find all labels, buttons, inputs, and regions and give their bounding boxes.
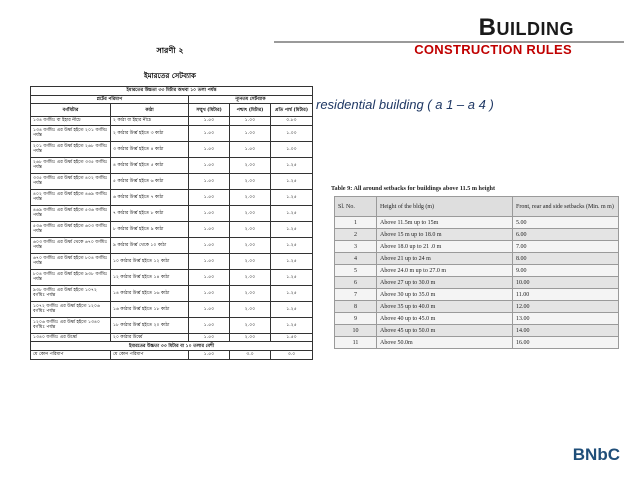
cell-side: ১.০০ [271, 125, 313, 141]
cell-height: Above 18.0 up to 21 .0 m [377, 241, 513, 253]
cell-side: ১.২৫ [271, 253, 313, 269]
cell-area: ৬০৩ বর্গমিঃ এর উর্ধ্ব থেকে ৬৭০ বর্গমিঃ পর্যন্ত [31, 237, 111, 253]
cell-height: Above 21 up to 24 m [377, 253, 513, 265]
table-row [31, 333, 313, 342]
cell-sl: 11 [335, 337, 377, 349]
cell-height: Above 35 up to 40.0 m [377, 301, 513, 313]
bengali-table-heading: ইমারতের সেটব্যাক [144, 72, 196, 80]
slide-title-rest: UILDING [496, 19, 574, 39]
cell-sl: 6 [335, 277, 377, 289]
cell-front: ১.৫০ [189, 333, 230, 342]
cell-setback: 12.00 [513, 301, 619, 313]
cell-height: Above 24.0 m up to 27.0 m [377, 265, 513, 277]
cell-setback: 7.00 [513, 241, 619, 253]
cell-katha: ৩ কাঠার উর্ধ্ব হইতে ৪ কাঠা [111, 141, 189, 157]
table-row [335, 325, 619, 337]
table9-col-setback: Front, rear and side setbacks (Min. m m) [513, 197, 619, 217]
cell-side: ৩.০ [271, 350, 313, 359]
cell-setback: 10.00 [513, 277, 619, 289]
cell-rear: ৩.০ [230, 350, 271, 359]
bengali-banner-top: ইমারতের উচ্চতা ৩৩ মিটার অথবা ১০ তলা পর্যন্ত [31, 87, 313, 96]
cell-side: ১.২৫ [271, 317, 313, 333]
cell-rear: ২.০০ [230, 317, 271, 333]
cell-rear: ১.০০ [230, 117, 271, 126]
bengali-col-rear: পশ্চাৎ (মিটার) [230, 104, 271, 117]
cell-area: ২০১ বর্গমিঃ এর উর্ধ্ব হইতে ২৬৮ বর্গমিঃ পর্যন্ত [31, 141, 111, 157]
table9 [334, 196, 619, 349]
cell-katha: ৪ কাঠার উর্ধ্ব হইতে ৫ কাঠা [111, 157, 189, 173]
cell-katha: ১৮ কাঠার উর্ধ্ব হইতে ২০ কাঠা [111, 317, 189, 333]
cell-side: ১.২৫ [271, 269, 313, 285]
cell-katha: যে কোন পরিমাপ [111, 350, 189, 359]
cell-rear: ২.০০ [230, 237, 271, 253]
cell-rear: ২.০০ [230, 253, 271, 269]
cell-katha: ৯ কাঠার উর্ধ্ব থেকে ১০ কাঠা [111, 237, 189, 253]
cell-area: ৮০৪ বর্গমিঃ এর উর্ধ্ব হইতে ৯৩৮ বর্গমিঃ পর্যন্ত [31, 269, 111, 285]
table-row [335, 217, 619, 229]
cell-area: ১২০৬ বর্গমিঃ এর উর্ধ্ব হইতে ১৩৪০ বর্গমিঃ পর্যন্ত [31, 317, 111, 333]
cell-height: Above 27 up to 30.0 m [377, 277, 513, 289]
slide-title [479, 14, 574, 42]
table-row [31, 269, 313, 285]
cell-sl: 10 [335, 325, 377, 337]
cell-front: ১.৫০ [189, 173, 230, 189]
table-row [31, 205, 313, 221]
cell-front: ১.৫০ [189, 253, 230, 269]
table-row [335, 241, 619, 253]
cell-side: ১.৫০ [271, 333, 313, 342]
cell-setback: 9.00 [513, 265, 619, 277]
bengali-table-number: সারণী ২ [156, 46, 184, 55]
cell-side: ১.২৫ [271, 157, 313, 173]
table-row [31, 117, 313, 126]
cell-front: ১.৫০ [189, 221, 230, 237]
cell-setback: 14.00 [513, 325, 619, 337]
cell-rear: ২.০০ [230, 221, 271, 237]
cell-front: ১.৫০ [189, 317, 230, 333]
bengali-banner-bottom: ইমারতের উচ্চতা ৩৩ মিটার বা ১০ তলার বেশী [31, 342, 313, 351]
brand-logo-text: BNbC [572, 445, 620, 464]
cell-height: Above 30 up to 35.0 m [377, 289, 513, 301]
cell-rear: ২.০০ [230, 333, 271, 342]
cell-rear: ২.০০ [230, 301, 271, 317]
cell-area: ১৩৪০ বর্গমিঃ এর উর্ধ্বে [31, 333, 111, 342]
bengali-col-side: প্রতি পার্শ্ব (মিটার) [271, 104, 313, 117]
cell-side: ১.২৫ [271, 237, 313, 253]
cell-sl: 1 [335, 217, 377, 229]
cell-front: ১.৫০ [189, 125, 230, 141]
cell-front: ১.৫০ [189, 285, 230, 301]
cell-side: ১.২৫ [271, 205, 313, 221]
cell-area: ৬৭০ বর্গমিঃ এর উর্ধ্ব হইতে ৮০৪ বর্গমিঃ পর্যন্ত [31, 253, 111, 269]
cell-side: ১.০০ [271, 141, 313, 157]
table9-col-height: Height of the bldg (m) [377, 197, 513, 217]
table-row [335, 337, 619, 349]
cell-side: ১.২৫ [271, 301, 313, 317]
cell-front: ১.৫০ [189, 157, 230, 173]
cell-katha: ১২ কাঠার উর্ধ্ব হইতে ১৪ কাঠা [111, 269, 189, 285]
cell-katha: ২০ কাঠার উর্ধ্বে [111, 333, 189, 342]
table-row [335, 313, 619, 325]
cell-height: Above 45 up to 50.0 m [377, 325, 513, 337]
cell-side: ১.২৫ [271, 221, 313, 237]
cell-sl: 2 [335, 229, 377, 241]
cell-side: ১.২৫ [271, 173, 313, 189]
table-row [335, 277, 619, 289]
cell-side: ১.২৫ [271, 285, 313, 301]
cell-katha: ২ কাঠা বা ইহার নীচে [111, 117, 189, 126]
cell-katha: ১৪ কাঠার উর্ধ্ব হইতে ১৬ কাঠা [111, 285, 189, 301]
cell-height: Above 15 m up to 18.0 m [377, 229, 513, 241]
bengali-col-front: সম্মুখ (মিটার) [189, 104, 230, 117]
cell-sl: 3 [335, 241, 377, 253]
table-row [31, 301, 313, 317]
cell-rear: ২.০০ [230, 205, 271, 221]
slide-title-initial: B [478, 14, 497, 41]
cell-rear: ২.০০ [230, 189, 271, 205]
cell-front: ১.৫০ [189, 301, 230, 317]
table-row [31, 141, 313, 157]
table9-caption: Table 9: All around setbacks for buildings above 11.5 m height [331, 185, 496, 192]
cell-setback: 13.00 [513, 313, 619, 325]
cell-setback: 11.00 [513, 289, 619, 301]
cell-rear: ১.০০ [230, 125, 271, 141]
table-row [31, 285, 313, 301]
cell-area: ২৬৮ বর্গমিঃ এর উর্ধ্ব হইতে ৩৩৫ বর্গমিঃ পর্যন্ত [31, 157, 111, 173]
cell-katha: ৫ কাঠার উর্ধ্ব হইতে ৬ কাঠা [111, 173, 189, 189]
cell-front: ১.৫০ [189, 269, 230, 285]
cell-rear: ২.০০ [230, 269, 271, 285]
cell-katha: ৮ কাঠার উর্ধ্ব হইতে ৯ কাঠা [111, 221, 189, 237]
cell-rear: ২.০০ [230, 285, 271, 301]
cell-sl: 9 [335, 313, 377, 325]
cell-area: ৯৩৮ বর্গমিঃ এর উর্ধ্ব হইতে ১০৭২ বর্গমিঃ পর্যন্ত [31, 285, 111, 301]
cell-katha: ১০ কাঠার উর্ধ্ব হইতে ১২ কাঠা [111, 253, 189, 269]
table-row [31, 173, 313, 189]
cell-katha: ৭ কাঠার উর্ধ্ব হইতে ৮ কাঠা [111, 205, 189, 221]
cell-side: ০.৮০ [271, 117, 313, 126]
table-row [335, 253, 619, 265]
cell-sl: 8 [335, 301, 377, 313]
cell-katha: ১৬ কাঠার উর্ধ্ব হইতে ১৮ কাঠা [111, 301, 189, 317]
cell-height: Above 11.5m up to 15m [377, 217, 513, 229]
cell-setback: 16.00 [513, 337, 619, 349]
cell-setback: 6.00 [513, 229, 619, 241]
table-row [31, 221, 313, 237]
cell-area: ৫৩৬ বর্গমিঃ এর উর্ধ্ব হইতে ৬০৩ বর্গমিঃ পর্যন্ত [31, 221, 111, 237]
cell-height: Above 40 up to 45.0 m [377, 313, 513, 325]
table-row [335, 301, 619, 313]
slide-subtitle: CONSTRUCTION RULES [414, 42, 572, 57]
cell-area: ১৩৪ বর্গমিঃ বা ইহার নীচে [31, 117, 111, 126]
bengali-col-katha: কাঠা [111, 104, 189, 117]
cell-rear: ২.০০ [230, 173, 271, 189]
cell-area: ১৩৪ বর্গমিঃ এর উর্ধ্ব হইতে ২০১ বর্গমিঃ পর্যন্ত [31, 125, 111, 141]
cell-katha: ৬ কাঠার উর্ধ্ব হইতে ৭ কাঠা [111, 189, 189, 205]
table-row [31, 237, 313, 253]
cell-front: ১.৫০ [189, 350, 230, 359]
cell-setback: 8.00 [513, 253, 619, 265]
bengali-setback-table [30, 86, 313, 360]
table-row [31, 350, 313, 359]
table-row [335, 265, 619, 277]
cell-front: ১.৫০ [189, 205, 230, 221]
table9-col-sl: Sl. No. [335, 197, 377, 217]
cell-area: ৩৩৫ বর্গমিঃ এর উর্ধ্ব হইতে ৪০২ বর্গমিঃ পর্যন্ত [31, 173, 111, 189]
cell-side: ১.২৫ [271, 189, 313, 205]
bengali-group-plot: প্লটের পরিমাপ [31, 95, 189, 104]
slide-caption: residential building ( a 1 – a 4 ) [316, 97, 494, 112]
cell-area: ১০৭২ বর্গমিঃ এর উর্ধ্ব হইতে ১২০৬ বর্গমিঃ পর্যন্ত [31, 301, 111, 317]
table-row [335, 289, 619, 301]
cell-front: ১.৫০ [189, 189, 230, 205]
cell-rear: ২.০০ [230, 157, 271, 173]
table-row [31, 253, 313, 269]
table-row [31, 125, 313, 141]
cell-rear: ১.৫০ [230, 141, 271, 157]
cell-front: ১.৫০ [189, 117, 230, 126]
bengali-group-setback: ন্যূনতম সেটব্যাক [189, 95, 313, 104]
bengali-col-area: বর্গমিটার [31, 104, 111, 117]
table-row [31, 157, 313, 173]
cell-front: ১.৫০ [189, 237, 230, 253]
cell-katha: ২ কাঠার উর্ধ্ব হইতে ৩ কাঠা [111, 125, 189, 141]
cell-height: Above 50.0m [377, 337, 513, 349]
cell-sl: 5 [335, 265, 377, 277]
cell-area: ৪৬৯ বর্গমিঃ এর উর্ধ্ব হইতে ৫৩৬ বর্গমিঃ পর্যন্ত [31, 205, 111, 221]
table-row [335, 229, 619, 241]
table-row [31, 317, 313, 333]
cell-front: ১.৫০ [189, 141, 230, 157]
cell-sl: 4 [335, 253, 377, 265]
table-row [31, 189, 313, 205]
cell-sl: 7 [335, 289, 377, 301]
cell-area: যে কোন পরিমাপ [31, 350, 111, 359]
cell-setback: 5.00 [513, 217, 619, 229]
cell-area: ৪০২ বর্গমিঃ এর উর্ধ্ব হইতে ৪৬৯ বর্গমিঃ পর্যন্ত [31, 189, 111, 205]
